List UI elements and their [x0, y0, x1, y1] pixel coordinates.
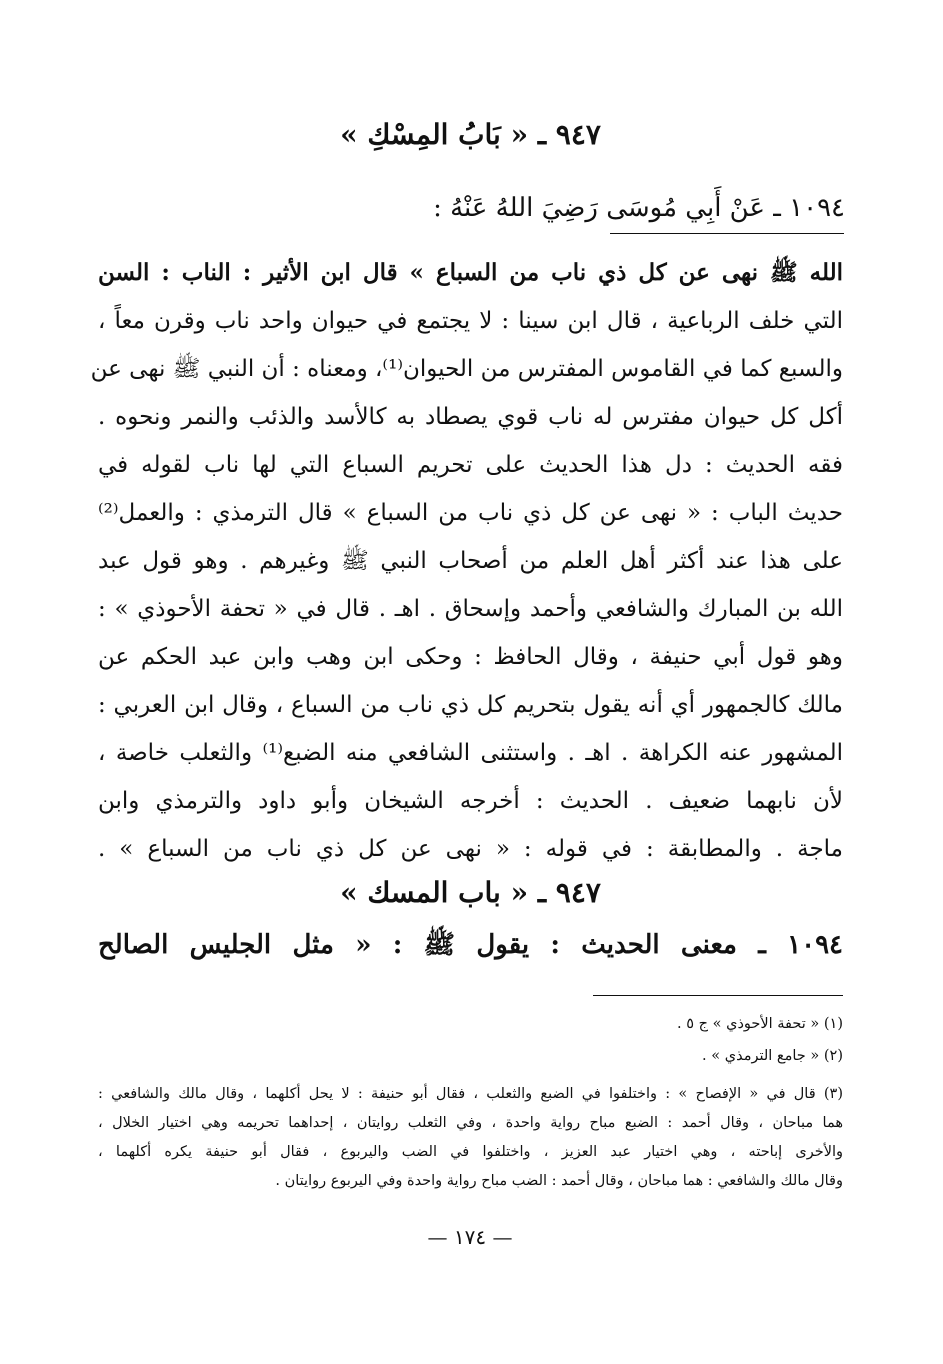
body-line: حديث الباب : « نهى عن كل ذي ناب من السباع » قال الترمذي : والعمل⁽²⁾: [98, 500, 843, 526]
body-line: على هذا عند أكثر أهل العلم من أصحاب النبي ﷺ وغيرهم . وهو قول عبد: [98, 548, 843, 574]
hadith-meaning-line: ١٠٩٤ ـ معنى الحديث : يقول ﷺ : « مثل الجليس الصالح: [98, 930, 843, 960]
footnote: (١) « تحفة الأحوذي » ج ٥ .: [677, 1016, 843, 1032]
body-line: فقه الحديث : دل هذا الحديث على تحريم السباع التي لها ناب لقوله في: [98, 452, 843, 478]
hadith-header-rule: [610, 233, 844, 234]
body-line: لأن نابهما ضعيف . الحديث : أخرجه الشيخان وأبو داود والترمذي وابن: [98, 788, 843, 814]
hadith-header: ١٠٩٤ ـ عَنْ أَبِي مُوسَى رَضِيَ اللهُ عَنْهُ :: [433, 193, 845, 223]
page-number: — ١٧٤ —: [427, 1225, 513, 1249]
chapter-title-bottom: ٩٤٧ ـ « باب المسك »: [340, 876, 601, 909]
footnote: هما مباحان ، وقال أحمد : الضبع مباح رواية واحدة ، وفي الثعلب روايتان ، إحداهما تحريمه وهي اختيار الخلال ،: [98, 1115, 843, 1131]
chapter-title-top: ٩٤٧ ـ « بَابُ المِسْكِ »: [340, 118, 601, 151]
body-line: الله ﷺ نهى عن كل ذي ناب من السباع » قال ابن الأثير : الناب : السن: [98, 259, 843, 286]
body-line: أكل كل حيوان مفترس له ناب قوي يصطاد به كالأسد والذئب والنمر ونحوه .: [98, 404, 843, 430]
body-line: والسبع كما في القاموس المفترس من الحيوان⁽¹⁾، ومعناه : أن النبي ﷺ نهى عن: [90, 356, 843, 382]
footnote: (٣) قال في « الإفصاح » : واختلفوا في الضبع والثعلب ، فقال أبو حنيفة : لا يحل أكلهما ، وقال مالك والشافعي :: [98, 1086, 843, 1102]
footnote: (٢) « جامع الترمذي » .: [702, 1048, 843, 1064]
body-line: التي خلف الرباعية ، قال ابن سينا : لا يجتمع في حيوان واحد ناب وقرن معاً ،: [98, 308, 843, 334]
footnote: وقال مالك والشافعي : هما مباحان ، وقال أحمد : الضب مباح رواية واحدة وفي اليربوع روايتان .: [275, 1173, 843, 1189]
footnote: والأخرى إباحته ، وهي اختيار عبد العزيز ، واختلفوا في الضب واليربوع ، فقال أبو حنيفة يكره أكلهما ،: [98, 1144, 843, 1160]
body-line: المشهور عنه الكراهة . اهـ . واستثنى الشافعي منه الضبع⁽¹⁾ والثعلب خاصة ،: [98, 740, 843, 766]
body-line: ماجة . والمطابقة : في قوله : « نهى عن كل ذي ناب من السباع » .: [98, 836, 843, 862]
body-line: الله بن المبارك والشافعي وأحمد وإسحاق . اهـ . قال في « تحفة الأحوذي » :: [98, 596, 843, 622]
body-line: وهو قول أبي حنيفة ، وقال الحافظ : وحكى ابن وهب وابن عبد الحكم عن: [98, 644, 843, 670]
footnote-rule: [593, 995, 843, 996]
body-line: مالك كالجمهور أي أنه يقول بتحريم كل ذي ناب من السباع ، وقال ابن العربي :: [98, 692, 843, 718]
